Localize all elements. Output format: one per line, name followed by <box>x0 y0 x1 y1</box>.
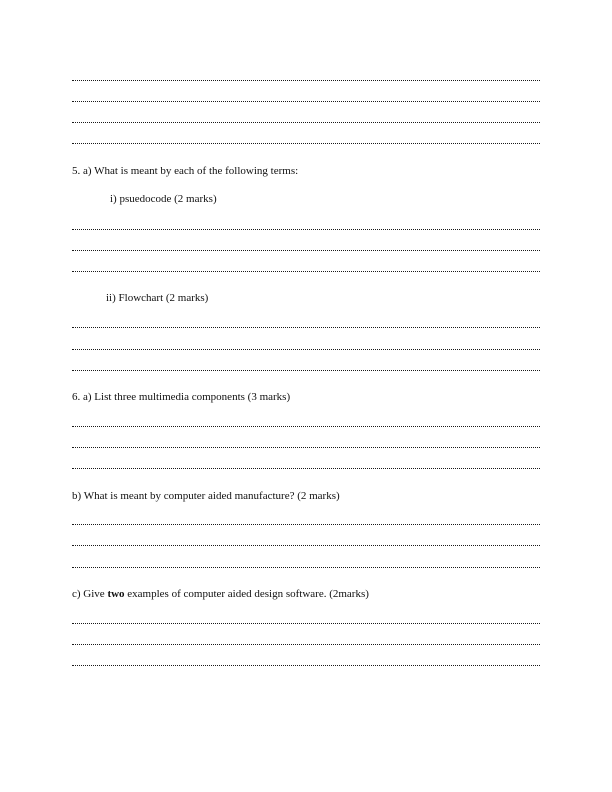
answer-line[interactable] <box>72 567 540 568</box>
answer-line[interactable] <box>72 623 540 624</box>
answer-line[interactable] <box>72 250 540 251</box>
answer-line[interactable] <box>72 101 540 102</box>
question-6a: 6. a) List three multimedia components (3 marks) <box>72 391 291 403</box>
answer-line[interactable] <box>72 370 540 371</box>
question-5a: 5. a) What is meant by each of the following terms: <box>72 165 299 177</box>
answer-line[interactable] <box>72 468 540 469</box>
answer-line[interactable] <box>72 122 540 123</box>
question-6b: b) What is meant by computer aided manufacture? (2 marks) <box>72 490 340 502</box>
question-6c <box>72 588 369 601</box>
question-6c-suffix: examples of computer aided design software. (2marks) <box>124 588 369 600</box>
answer-line[interactable] <box>72 271 540 272</box>
answer-line[interactable] <box>72 644 540 645</box>
answer-line[interactable] <box>72 426 540 427</box>
answer-line[interactable] <box>72 229 540 230</box>
answer-line[interactable] <box>72 327 540 328</box>
question-6c-emphasis: two <box>107 588 125 600</box>
question-6c-prefix: c) Give <box>72 588 108 600</box>
answer-line[interactable] <box>72 524 540 525</box>
answer-line[interactable] <box>72 349 540 350</box>
answer-line[interactable] <box>72 447 540 448</box>
answer-line[interactable] <box>72 545 540 546</box>
answer-line[interactable] <box>72 80 540 81</box>
answer-line[interactable] <box>72 143 540 144</box>
question-5a-ii: ii) Flowchart (2 marks) <box>106 292 209 304</box>
answer-line[interactable] <box>72 665 540 666</box>
question-5a-i: i) psuedocode (2 marks) <box>110 193 217 205</box>
